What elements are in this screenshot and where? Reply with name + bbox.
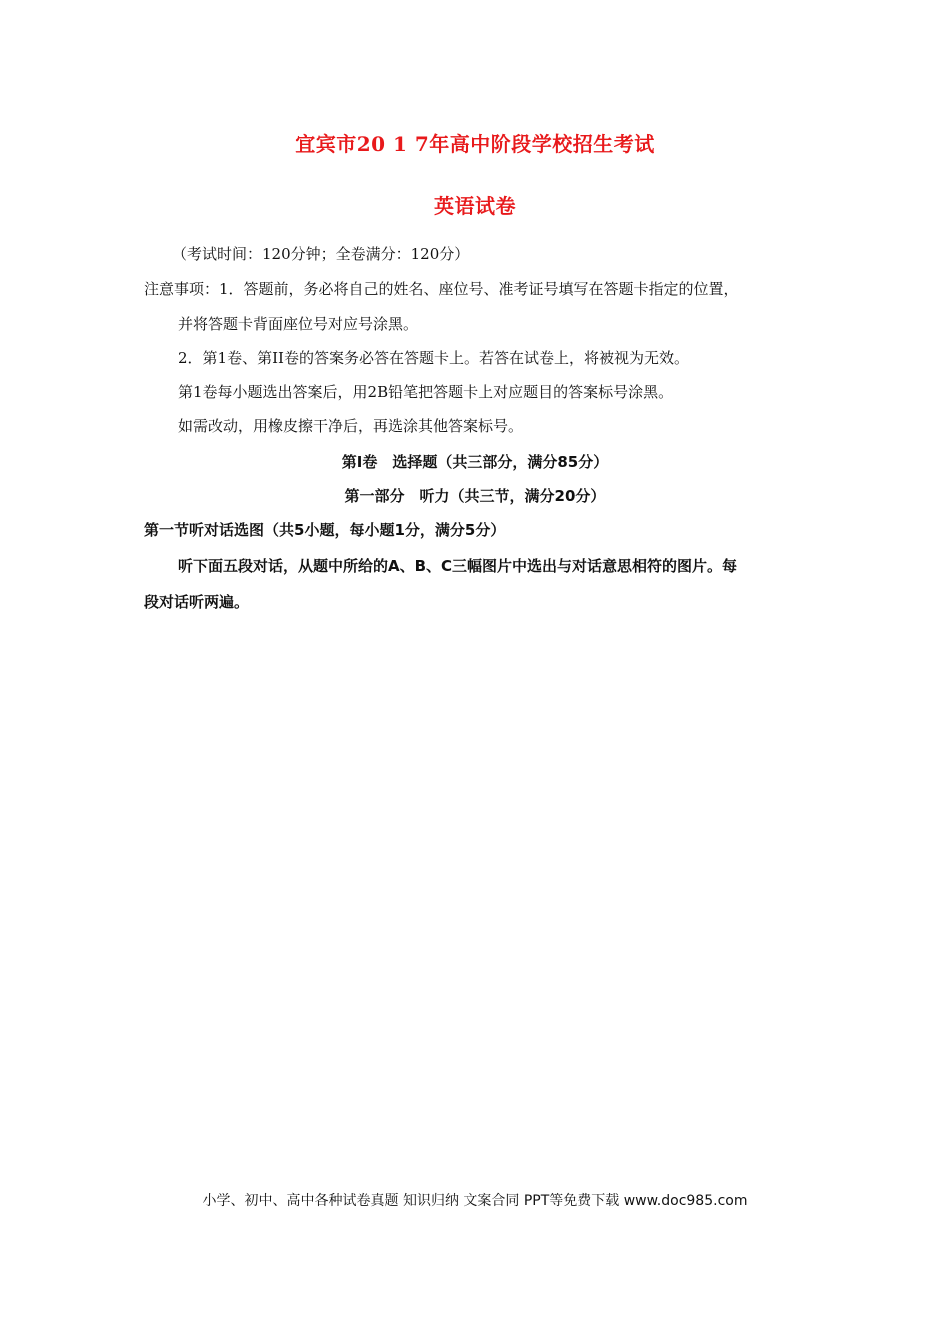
volume1-heading: 第I卷 选择题（共三部分，满分85分）	[341, 453, 609, 471]
part1-heading: 第一部分 听力（共三节，满分20分）	[344, 487, 606, 505]
notes-line-4: 第1卷每小题选出答案后，用2B铅笔把答题卡上对应题目的答案标号涂黑。	[178, 383, 674, 401]
notes-line-2: 并将答题卡背面座位号对应号涂黑。	[178, 315, 419, 333]
notes-line-3: 2．第1卷、第II卷的答案务必答在答题卡上。若答在试卷上，将被视为无效。	[178, 349, 689, 367]
exam-info: （考试时间：120分钟；全卷满分：120分）	[172, 245, 470, 263]
exam-title: 宜宾市20 1 7年高中阶段学校招生考试	[295, 132, 655, 156]
instruction-line-1: 听下面五段对话，从题中所给的A、B、C三幅图片中选出与对话意思相符的图片。每	[178, 557, 738, 575]
footer-text: 小学、初中、高中各种试卷真题 知识归纳 文案合同 PPT等免费下载 www.doc985.com	[202, 1193, 748, 1209]
instruction-line-2: 段对话听两遍。	[144, 593, 250, 611]
notes-line-1: 注意事项：1．答题前，务必将自己的姓名、座位号、准考证号填写在答题卡指定的位置，	[144, 280, 739, 298]
exam-subtitle: 英语试卷	[434, 194, 516, 218]
notes-line-5: 如需改动，用橡皮擦干净后，再选涂其他答案标号。	[178, 417, 524, 435]
section1-heading: 第一节听对话选图（共5小题，每小题1分，满分5分）	[144, 521, 506, 539]
